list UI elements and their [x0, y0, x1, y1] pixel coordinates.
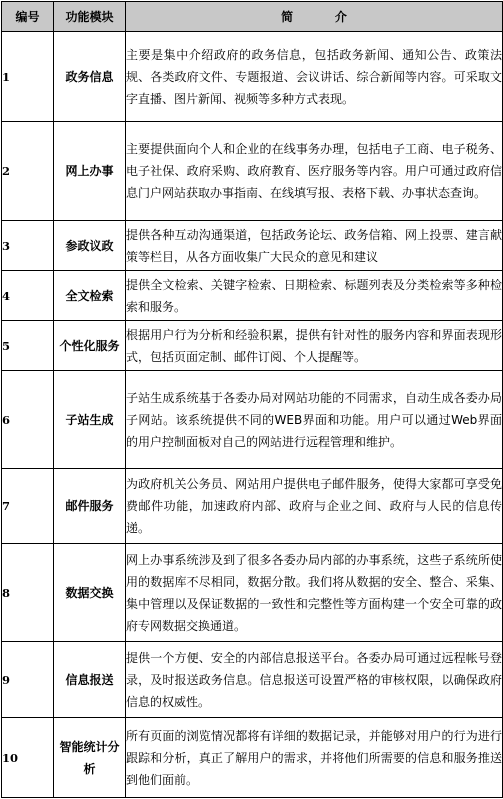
- table-row: [2, 271, 503, 321]
- header-module: 功能模块: [54, 2, 126, 32]
- row-number: 5: [2, 321, 54, 371]
- header-description: 简 介: [126, 2, 503, 32]
- table-row: [2, 642, 503, 718]
- row-description: 所有页面的浏览情况都将有详细的数据记录，并能够对用户的行为进行跟踪和分析，真正了解用户的需求，并将他们所需要的信息和服务推送到他们面前。: [126, 718, 503, 798]
- row-description: 主要是集中介绍政府的政务信息，包括政务新闻、通知公告、政策法规、各类政府文件、专题报道、会议讲话、综合新闻等内容。可采取文字直播、图片新闻、视频等多种方式表现。: [126, 32, 503, 122]
- row-number: 3: [2, 221, 54, 271]
- row-number: 4: [2, 271, 54, 321]
- function-module-table: [1, 1, 503, 798]
- row-module: 全文检索: [54, 271, 126, 321]
- table-row: [2, 718, 503, 798]
- row-description: 主要提供面向个人和企业的在线事务办理，包括电子工商、电子税务、电子社保、政府采购、政府教育、医疗服务等内容。用户可通过政府信息门户网站获取办事指南、在线填写报、表格下载、办事状态查询。: [126, 122, 503, 221]
- row-number: 6: [2, 371, 54, 469]
- row-description: 根据用户行为分析和经验积累，提供有针对性的服务内容和界面表现形式，包括页面定制、邮件订阅、个人提醒等。: [126, 321, 503, 371]
- row-description: 提供一个方便、安全的内部信息报送平台。各委办局可通过远程帐号登录，及时报送政务信息。信息报送可设置严格的审核权限，以确保政府信息的权威性。: [126, 642, 503, 718]
- row-number: 1: [2, 32, 54, 122]
- row-module: 政务信息: [54, 32, 126, 122]
- row-module: 子站生成: [54, 371, 126, 469]
- row-number: 10: [2, 718, 54, 798]
- row-description: 网上办事系统涉及到了很多各委办局内部的办事系统，这些子系统所使用的数据库不尽相同，数据分散。我们将从数据的安全、整合、采集、集中管理以及保证数据的一致性和完整性等方面构建一个安全可靠的政府专网数据交换通道。: [126, 544, 503, 642]
- table-row: [2, 122, 503, 221]
- row-module: 信息报送: [54, 642, 126, 718]
- row-module: 参政议政: [54, 221, 126, 271]
- row-number: 9: [2, 642, 54, 718]
- table-row: [2, 321, 503, 371]
- table-row: [2, 32, 503, 122]
- row-description: 为政府机关公务员、网站用户提供电子邮件服务，使得大家都可享受免费邮件功能，加速政府内部、政府与企业之间、政府与人民的信息传递。: [126, 469, 503, 544]
- table-header-row: [2, 2, 503, 32]
- row-module: 邮件服务: [54, 469, 126, 544]
- row-module: 数据交换: [54, 544, 126, 642]
- row-description: 提供全文检索、关键字检索、日期检索、标题列表及分类检索等多种检索和服务。: [126, 271, 503, 321]
- row-number: 8: [2, 544, 54, 642]
- row-description: 提供各种互动沟通渠道，包括政务论坛、政务信箱、网上投票、建言献策等栏目，从各方面收集广大民众的意见和建议: [126, 221, 503, 271]
- table-row: [2, 371, 503, 469]
- table-row: [2, 221, 503, 271]
- row-module: 智能统计分析: [54, 718, 126, 798]
- row-number: 2: [2, 122, 54, 221]
- header-number: 编号: [2, 2, 54, 32]
- table-row: [2, 544, 503, 642]
- row-description: 子站生成系统基于各委办局对网站功能的不同需求，自动生成各委办局子网站。该系统提供不同的WEB界面和功能。用户可以通过Web界面的用户控制面板对自己的网站进行远程管理和维护。: [126, 371, 503, 469]
- table-row: [2, 469, 503, 544]
- row-number: 7: [2, 469, 54, 544]
- row-module: 网上办事: [54, 122, 126, 221]
- row-module: 个性化服务: [54, 321, 126, 371]
